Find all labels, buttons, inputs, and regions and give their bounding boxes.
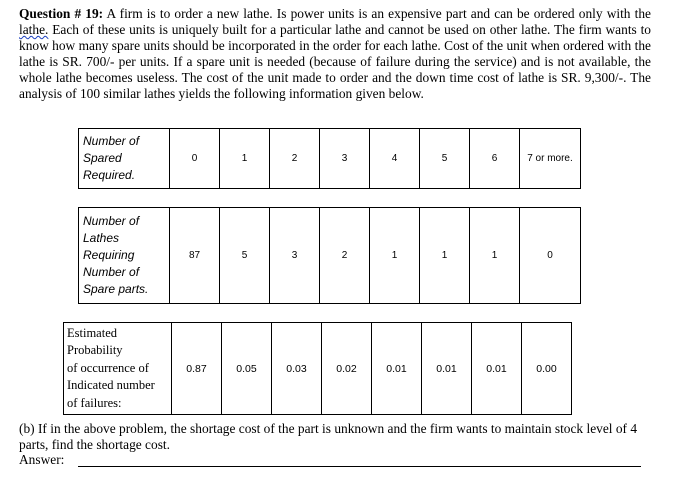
probability-cell: 0.05: [222, 323, 272, 415]
question-text-1: A firm is to order a new lathe. Is power units is an expensive part and can be ordered only with the: [103, 6, 651, 21]
spares-required-header: Number of Spared Required.: [79, 129, 170, 189]
question-paragraph: [19, 6, 651, 102]
spares-cell: 4: [370, 129, 420, 189]
lathes-requiring-table: [78, 207, 581, 304]
lathes-cell: 87: [170, 208, 220, 304]
lathes-requiring-header: Number of Lathes Requiring Number of Spare parts.: [79, 208, 170, 304]
lathes-cell: 1: [370, 208, 420, 304]
spares-cell: 2: [270, 129, 320, 189]
spares-cell: 6: [470, 129, 520, 189]
probability-cell: 0.02: [322, 323, 372, 415]
question-label: Question # 19:: [19, 6, 104, 21]
lathes-cell: 1: [470, 208, 520, 304]
lathes-cell: 2: [320, 208, 370, 304]
spares-cell: 7 or more.: [520, 129, 581, 189]
probability-header: Estimated Probability of occurrence of Indicated number of failures:: [64, 323, 172, 415]
spares-cell: 5: [420, 129, 470, 189]
spares-cell: 3: [320, 129, 370, 189]
lathes-cell: 3: [270, 208, 320, 304]
spares-required-table: [78, 128, 581, 189]
lathes-cell: 0: [520, 208, 581, 304]
spares-cell: 0: [170, 129, 220, 189]
lathes-cell: 5: [220, 208, 270, 304]
probability-table: [63, 322, 572, 415]
lathes-cell: 1: [420, 208, 470, 304]
probability-cell: 0.87: [172, 323, 222, 415]
question-text-2: Each of these units is uniquely built for a particular lathe and cannot be used on other lathe. The firm wants to know how many spare units should be incorporated in the order for each lathe. Cost of the unit when ordered with the lathe is SR. 700/- per units. If a spare unit is needed (because of failure during the service) and is not available, the whole lathe becomes useless. The cost of the unit made to order and the down time cost of lathe is SR. 9,300/-. The analysis of 100 similar lathes yields the following information given below.: [19, 22, 651, 101]
part-b-text: (b) If in the above problem, the shortage cost of the part is unknown and the firm wants to maintain stock level of 4 parts, find the shortage cost.: [19, 421, 638, 452]
question-text-lathe: lathe.: [19, 22, 49, 37]
answer-line[interactable]: [78, 466, 641, 467]
probability-cell: 0.01: [372, 323, 422, 415]
answer-label: Answer:: [19, 452, 65, 467]
probability-cell: 0.01: [422, 323, 472, 415]
spares-cell: 1: [220, 129, 270, 189]
probability-cell: 0.00: [522, 323, 572, 415]
probability-cell: 0.03: [272, 323, 322, 415]
probability-cell: 0.01: [472, 323, 522, 415]
